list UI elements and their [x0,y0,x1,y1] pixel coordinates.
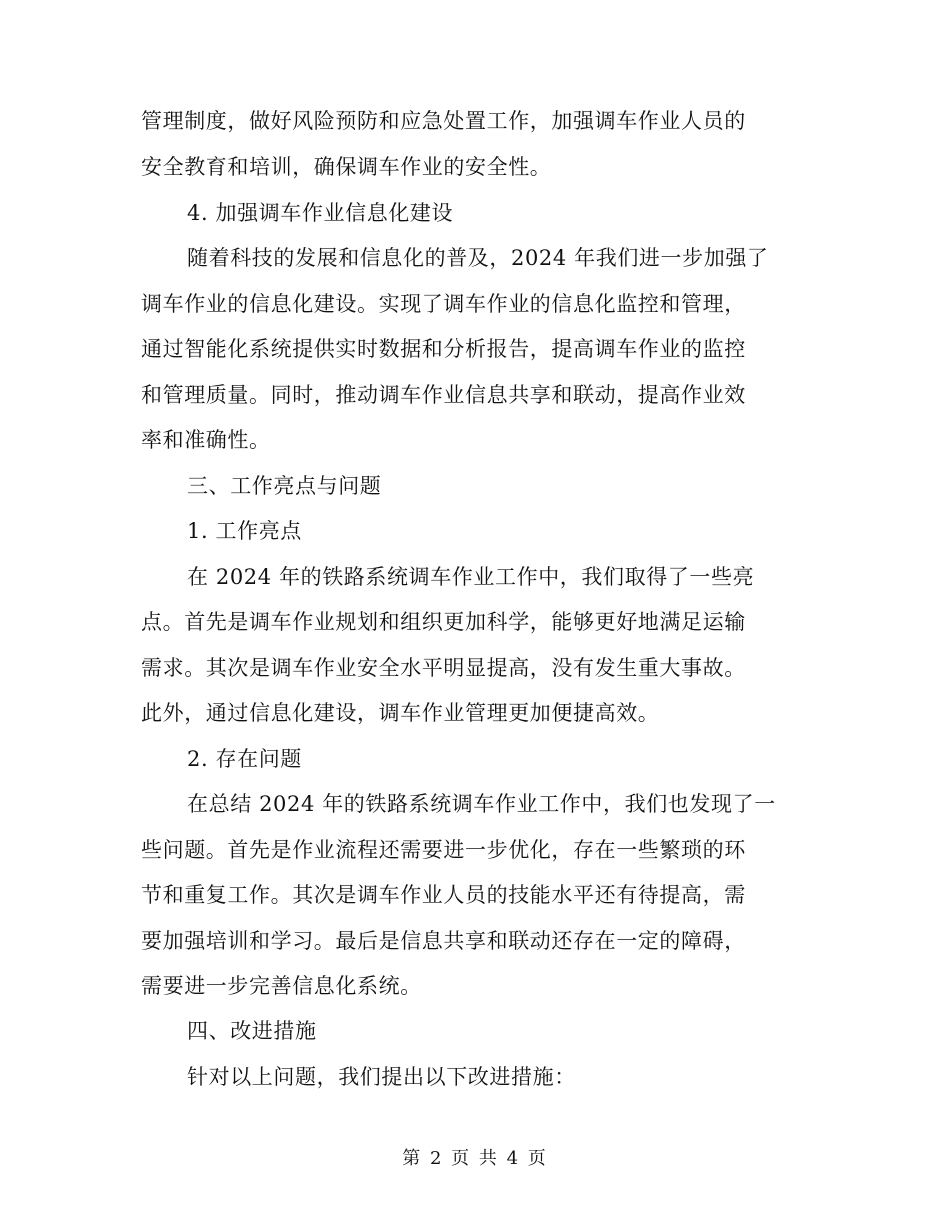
body-text-line: 点。首先是调车作业规划和组织更加科学，能够更好地满足运输 [141,610,746,634]
body-text-line: 管理制度，做好风险预防和应急处置工作，加强调车作业人员的 [141,109,746,133]
section-heading-2: 2. 存在问题 [187,747,302,771]
body-text-line: 此外，通过信息化建设，调车作业管理更加便捷高效。 [141,701,660,725]
body-text-line: 节和重复工作。其次是调车作业人员的技能水平还有待提高，需 [141,883,746,907]
section-heading-4: 4. 加强调车作业信息化建设 [187,201,454,225]
page-footer: 第 2 页 共 4 页 [402,1148,548,1169]
chapter-heading-3: 三、工作亮点与问题 [187,474,382,498]
body-text-line: 需求。其次是调车作业安全水平明显提高，没有发生重大事故。 [141,656,746,680]
paragraph-first-line: 针对以上问题，我们提出以下改进措施： [187,1065,576,1089]
body-text-line: 和管理质量。同时，推动调车作业信息共享和联动，提高作业效 [141,383,746,407]
paragraph-first-line: 随着科技的发展和信息化的普及，2024 年我们进一步加强了 [187,246,769,270]
body-text-line: 要加强培训和学习。最后是信息共享和联动还存在一定的障碍， [141,929,746,953]
body-text-line: 率和准确性。 [141,428,271,452]
chapter-heading-4: 四、改进措施 [187,1019,317,1043]
section-heading-1: 1. 工作亮点 [187,519,302,543]
paragraph-first-line: 在总结 2024 年的铁路系统调车作业工作中，我们也发现了一 [187,792,776,816]
paragraph-first-line: 在 2024 年的铁路系统调车作业工作中，我们取得了一些亮 [187,565,755,589]
body-text-line: 安全教育和培训，确保调车作业的安全性。 [141,155,552,179]
body-text-line: 调车作业的信息化建设。实现了调车作业的信息化监控和管理， [141,292,746,316]
body-text-line: 些问题。首先是作业流程还需要进一步优化，存在一些繁琐的环 [141,838,746,862]
body-text-line: 通过智能化系统提供实时数据和分析报告，提高调车作业的监控 [141,337,746,361]
body-text-line: 需要进一步完善信息化系统。 [141,974,422,998]
